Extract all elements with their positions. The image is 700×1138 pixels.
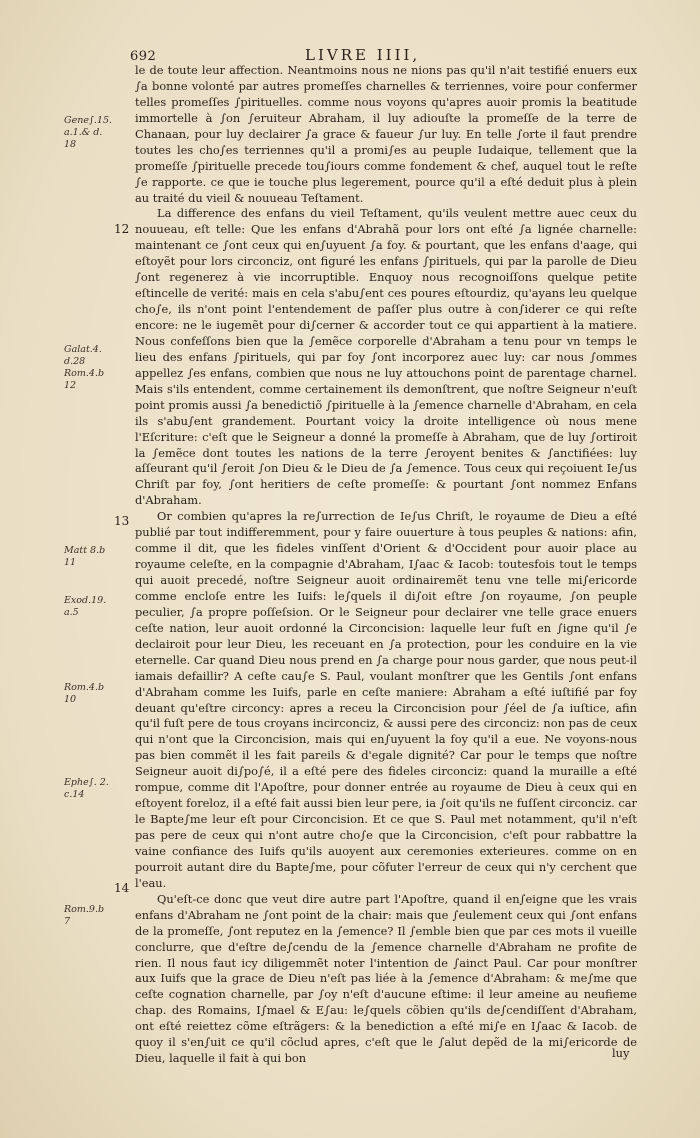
margin-note-line: a.5: [64, 607, 79, 618]
margin-note-line: Gene∫.15.: [64, 115, 113, 126]
margin-note-line: Exod.19.: [64, 595, 107, 606]
margin-note-line: 18: [64, 139, 77, 150]
section-number-12: 12: [114, 222, 130, 236]
running-head: LIVRE IIII,: [305, 46, 421, 64]
paragraph: Qu'eſt-ce donc que veut dire autre part l'Apoſtre, quand il en∫eigne que les vrais enfans d'Abraham ne ∫ont point de la chair: mais que ∫eulement ceux qui ∫ont enfans de la promeſſe, ∫ont reputez en la ∫emence? Il ∫emble bien que par ces mots il vueille conclurre, que d'eſtre de∫cendu de la ∫emence charnelle d'Abraham ne profite de rien. Il nous faut icy diligemmẽt noter l'intention de ∫ainct Paul. Car pour monſtrer aux Iuifs que la grace de Dieu n'eſt pas liée à la ∫emence d'Abraham: & me∫me que ceſte cognation charnelle, par ∫oy n'eſt d'aucune eſtime: il leur ameine au neufieme chap. des Romains, I∫mael & E∫au: le∫quels cõbien qu'ils de∫cendiſſent d'Abraham, ont eſté reiettez cõme eſtrãgers: & la benediction a eſté mi∫e en I∫aac & Iacob. de quoy il s'en∫uit ce qu'il cõclud apres, c'eſt que le ∫alut depẽd de la mi∫ericorde de Dieu, laquelle il fait à qui bon: [135, 891, 637, 1066]
section-number-13: 13: [114, 514, 130, 528]
page-number: 692: [130, 49, 157, 64]
margin-note-line: Matt 8.b: [64, 545, 106, 556]
margin-note-romans-9: [64, 904, 122, 928]
margin-note-exodus: [64, 595, 122, 619]
margin-note-line: d.28: [64, 356, 86, 367]
margin-note-line: a.1.& d.: [64, 127, 103, 138]
margin-note-genesis: [64, 115, 122, 151]
margin-note-line: Ephe∫. 2.: [64, 777, 109, 788]
margin-note-matthew: [64, 545, 122, 569]
margin-note-line: 11: [64, 557, 77, 568]
margin-note-romans-4: [64, 682, 122, 706]
margin-note-ephesians: [64, 777, 122, 801]
margin-note-line: Rom.4.b: [64, 368, 105, 379]
catchword: luy: [612, 1046, 630, 1060]
paragraph: La difference des enfans du vieil Teſtament, qu'ils veulent mettre auec ceux du nouueau, eſt telle: Que les enfans d'Abrahã pour lors ont eſté ∫a lignée charnelle: maintenant ce ∫ont ceux qui en∫uyuent ∫a foy. & pourtant, que les enfans d'aage, qui eſtoyẽt pour lors circonciz, ont figuré les enfans ∫pirituels, qui par la parolle de Dieu ∫ont regenerez à vie incorruptible. Enquoy nous recognoiſſons quelque petite eſtincelle de verité: mais en cela s'abu∫ent ces poures eſtourdiz, qu'ayans leu quelque cho∫e, ils n'ont point l'entendement de paſſer plus outre à con∫iderer ce qui reſte encore: ne le iugemẽt pour di∫cerner & accorder tout ce qui appartient à la matiere. Nous confeſſons bien que la ∫emẽce corporelle d'Abraham a tenu pour vn temps le lieu des enfans ∫pirituels, qui par foy ∫ont incorporez auec luy: car nous ∫ommes appellez ∫es enfans, combien que nous ne luy attouchons point de parentage charnel. Mais s'ils entendent, comme certainement ils demonſtrent, que noſtre Seigneur n'euſt point promis aussi ∫a benedictiõ ∫pirituelle à la ∫emence charnelle d'Abraham, en cela ils s'abu∫ent grandement. Pourtant voicy la droite intelligence où nous mene l'Eſcriture: c'eſt que le Seigneur a donné la promeſſe à Abraham, que de luy ∫ortiroit la ∫emẽce dont toutes les nations de la terre ∫eroyent benites & ∫anctifiées: luy aſſeurant qu'il ∫eroit ∫on Dieu & le Dieu de ∫a ∫emence. Tous ceux qui reçoiuent Ie∫us Chriſt par foy, ∫ont heritiers de ceſte promeſſe: & pourtant ∫ont nommez Enfans d'Abraham.: [135, 206, 637, 508]
margin-note-galatians: [64, 344, 122, 392]
margin-note-line: c.14: [64, 789, 85, 800]
margin-note-line: 10: [64, 694, 77, 705]
paragraph: Or combien qu'apres la re∫urrection de Ie∫us Chriſt, le royaume de Dieu a eſté publié par tout indifferemment, pour y faire ouuerture à tous peuples & nations: afin, comme il dit, que les fideles vinſſent d'Orient & d'Occident pour auoir place au royaume celeſte, en la compagnie d'Abraham, I∫aac & Iacob: toutesfois tout le temps qui auoit precedé, noſtre Seigneur auoit ordinairemẽt tenu vne telle mi∫ericorde comme encloſe entre les Iuifs: le∫quels il di∫oit eſtre ∫on royaume, ∫on peuple peculier, ∫a propre poſſeſsion. Or le Seigneur pour declairer vne telle grace enuers ceſte nation, leur auoit ordonné la Circoncision: laquelle leur fuſt en ∫igne qu'il ∫e declairoit pour leur Dieu, les receuant en ∫a protection, pour les conduire en la vie eternelle. Car quand Dieu nous prend en ∫a charge pour nous garder, que nous peut-il iamais defaillir? A ceſte cau∫e S. Paul, voulant monſtrer que les Gentils ∫ont enfans d'Abraham comme les Iuifs, parle en ceſte maniere: Abraham a eſté iuſtifié par foy deuant qu'eſtre circoncy: apres a receu la Circoncision pour ∫éel de ∫a iuſtice, afin qu'il fuſt pere de tous croyans incirconciz, & aussi pere des circonciz: non pas de ceux qui n'ont que la Circoncision, mais qui en∫uyuent la foy qu'il a eue. Ne voyons-nous pas bien commẽt il les fait pareils & d'egale dignité? Car pour le temps que noſtre Seigneur auoit di∫po∫é, il a eſté pere des fideles circonciz: quand la muraille a eſté rompue, comme dit l'Apoſtre, pour donner entrée au royaume de Dieu à ceux qui en eſtoyent foreloz, il a eſté fait aussi bien leur pere, ia ∫oit qu'ils ne fuſſent circonciz. car le Bapte∫me leur eſt pour Circoncision. Et ce que S. Paul met notamment, qu'il n'eſt pas pere de ceux qui n'ont autre cho∫e que la Circoncision, c'eſt pour rabbattre la vaine confiance des Iuifs qu'ils auoyent aux ceremonies exterieures. comme on en pourroit autant dire du Bapte∫me, pour cõfuter l'erreur de ceux qui n'y cerchent que l'eau.: [135, 509, 637, 890]
section-number-14: 14: [114, 881, 130, 895]
margin-note-line: 7: [64, 916, 71, 927]
paragraph: le de toute leur affection. Neantmoins nous ne nions pas qu'il n'ait testifié enuers eux ∫a bonne volonté par autres promeſſes charnelles & terriennes, voire pour confermer telles promeſſes ∫pirituelles. comme nous voyons qu'apres auoir promis la beatitude immortelle à ∫on ∫eruiteur Abraham, il luy adiouſte la promeſſe de la terre de Chanaan, pour luy declairer ∫a grace & faueur ∫ur luy. En telle ∫orte il faut prendre toutes les cho∫es terriennes qu'il a promi∫es au peuple Iudaique, tellement que la promeſſe ∫pirituelle precede tou∫iours comme fondement & chef, auquel tout le reſte ∫e rapporte. ce que ie touche plus legerement, pource qu'il a eſté deduit plus à plein au traité du vieil & nouueau Teſtament.: [135, 63, 637, 205]
body-text: [135, 63, 637, 1067]
margin-note-line: Rom.4.b: [64, 682, 105, 693]
margin-note-line: 12: [64, 380, 77, 391]
margin-note-line: Galat.4.: [64, 344, 102, 355]
margin-note-line: Rom.9.b: [64, 904, 105, 915]
